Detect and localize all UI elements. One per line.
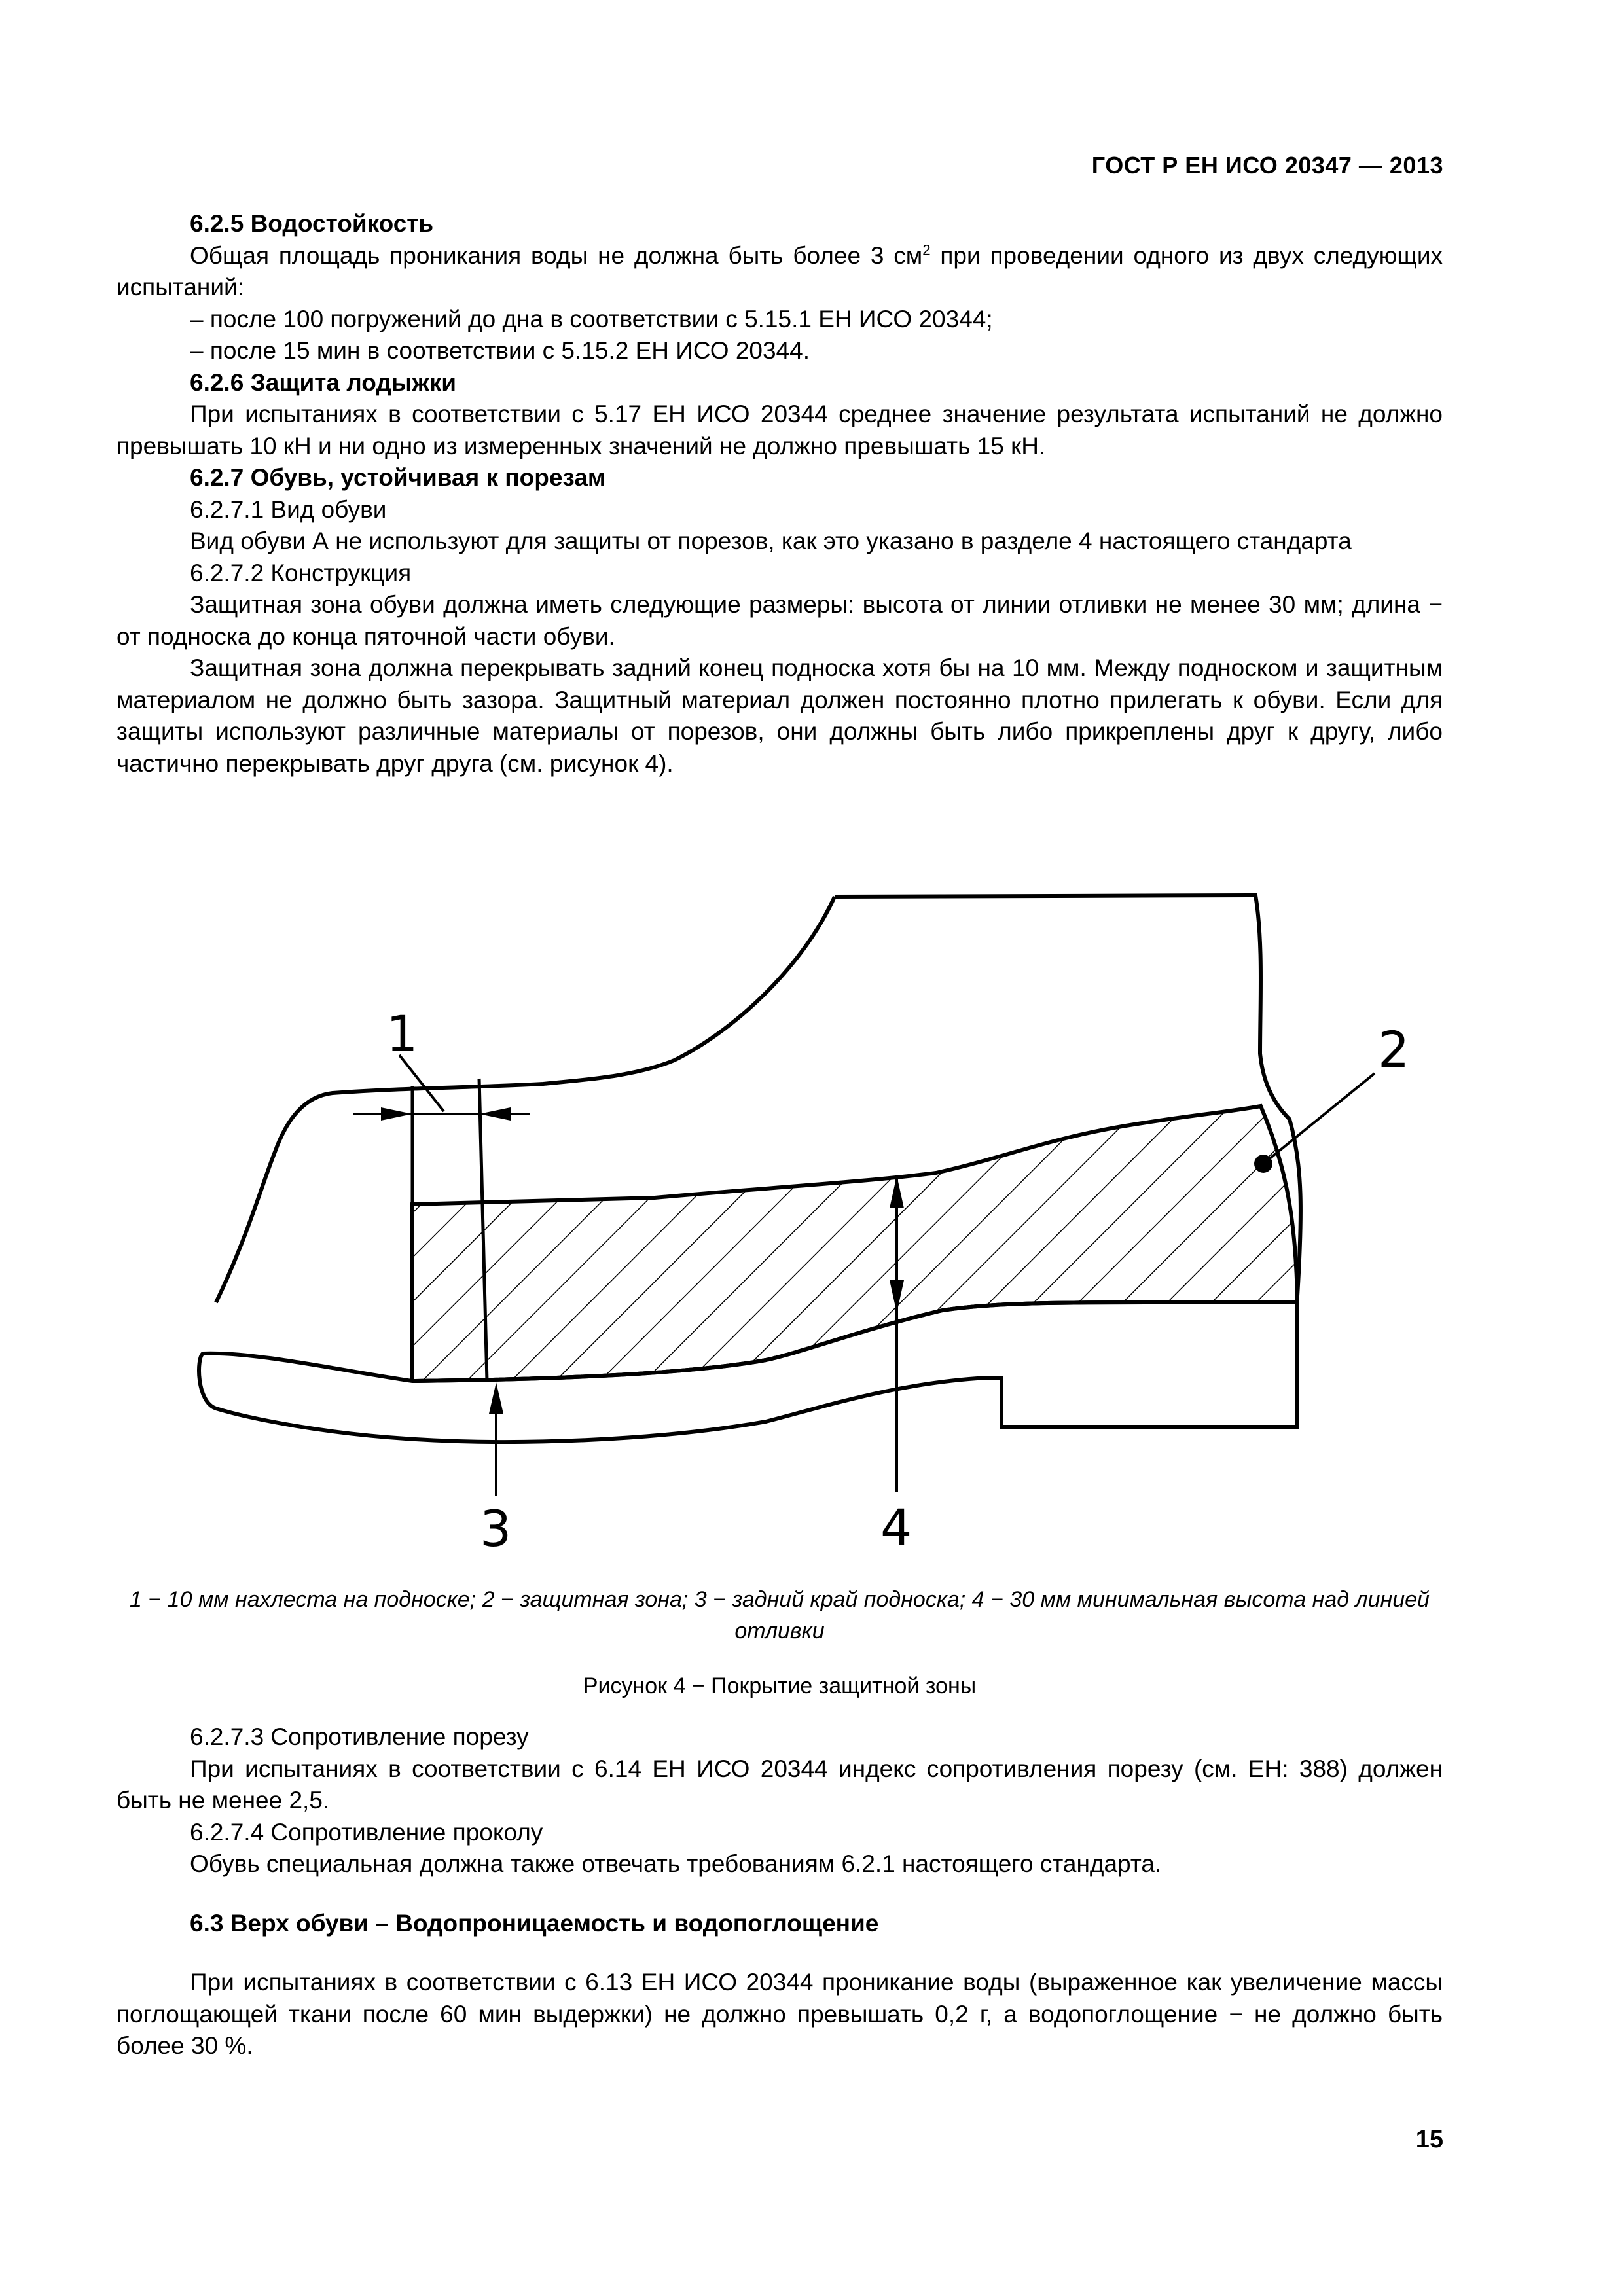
section-63-title: 6.3 Верх обуви – Водопроницаемость и водопоглощение [190, 1909, 879, 1937]
subsection-6271-paragraph: Вид обуви А не используют для защиты от порезов, как это указано в разделе 4 настоящего стандарта [190, 528, 1352, 554]
list-item: – после 15 мин в соответствии с 5.15.2 ЕН ИСО 20344. [190, 337, 810, 364]
subsection-6273-paragraph: При испытаниях в соответствии с 6.14 ЕН ИСО 20344 индекс сопротивления порезу (см. ЕН: 388) должен быть не менее 2,5. [117, 1755, 1443, 1814]
subsection-6273-title: 6.2.7.3 Сопротивление порезу [190, 1723, 529, 1750]
figure-label-3: 3 [480, 1499, 512, 1558]
leader-2 [1267, 1073, 1375, 1161]
section-626-paragraph: При испытаниях в соответствии с 5.17 ЕН ИСО 20344 среднее значение результата испытаний не должно превышать 10 кН и ни одно из измеренных значений не должно превышать 15 кН. [117, 401, 1443, 459]
dimension-1-arrow-right [479, 1107, 511, 1121]
section-626-title: 6.2.6 Защита лодыжки [190, 368, 456, 396]
subsection-6272-paragraph-2: Защитная зона должна перекрывать задний конец подноска хотя бы на 10 мм. Между подноском и защитным материалом не должно быть зазора. Защитный материал должен постоянно плотно прилегать к обуви. Если для защиты используют различные материалы от порезов, они должны быть либо прикреплены друг к другу, либо частично перекрывать друг друга (см. рисунок 4). [117, 655, 1443, 777]
page-number: 15 [1415, 2126, 1443, 2153]
figure-label-2: 2 [1378, 1020, 1410, 1079]
spacer [117, 1939, 1443, 1967]
shoe-diagram-svg [177, 870, 1410, 1577]
figure-label-4: 4 [880, 1498, 912, 1556]
figure-4-shoe-diagram [177, 870, 1410, 1577]
figure-label-1: 1 [386, 1005, 418, 1063]
secondary-text-block [117, 1721, 1443, 2062]
leader-1 [399, 1055, 444, 1111]
section-625-text-start: Общая площадь проникания воды не должна быть более 3 см [190, 242, 923, 269]
section-625-title: 6.2.5 Водостойкость [190, 210, 434, 237]
subsection-6274-title: 6.2.7.4 Сопротивление проколу [190, 1818, 543, 1846]
document-header: ГОСТ Р ЕН ИСО 20347 — 2013 [1091, 152, 1443, 179]
subsection-6274-paragraph: Обувь специальная должна также отвечать требованиям 6.2.1 настоящего стандарта. [190, 1850, 1162, 1877]
superscript-2: 2 [922, 242, 931, 259]
dimension-1-arrow-left [381, 1107, 412, 1121]
section-63-paragraph: При испытаниях в соответствии с 6.13 ЕН ИСО 20344 проникание воды (выраженное как увеличение массы поглощающей ткани после 60 мин выдержки) не должно превышать 0,2 г, а водопоглощение − не должно быть более 30 %. [117, 1969, 1443, 2059]
subsection-6272-paragraph-1: Защитная зона обуви должна иметь следующие размеры: высота от линии отливки не менее 30 мм; длина − от подноска до конца пяточной части обуви. [117, 591, 1443, 650]
subsection-6271-title: 6.2.7.1 Вид обуви [190, 495, 387, 523]
main-text-block [117, 208, 1443, 780]
spacer [117, 1880, 1443, 1908]
subsection-6272-title: 6.2.7.2 Конструкция [190, 559, 412, 586]
section-627-title: 6.2.7 Обувь, устойчивая к порезам [190, 464, 606, 491]
figure-title: Рисунок 4 − Покрытие защитной зоны [583, 1674, 977, 1698]
figure-legend: 1 − 10 мм нахлеста на подноске; 2 − защитная зона; 3 − задний край подноска; 4 − 30 мм минимальная высота над линией отливки [130, 1587, 1430, 1643]
section-625-paragraph [117, 240, 1443, 304]
list-item: – после 100 погружений до дна в соответствии с 5.15.1 ЕН ИСО 20344; [190, 305, 993, 332]
section-625-text-end: при проведении одного из двух следующих испытаний: [117, 242, 1443, 300]
